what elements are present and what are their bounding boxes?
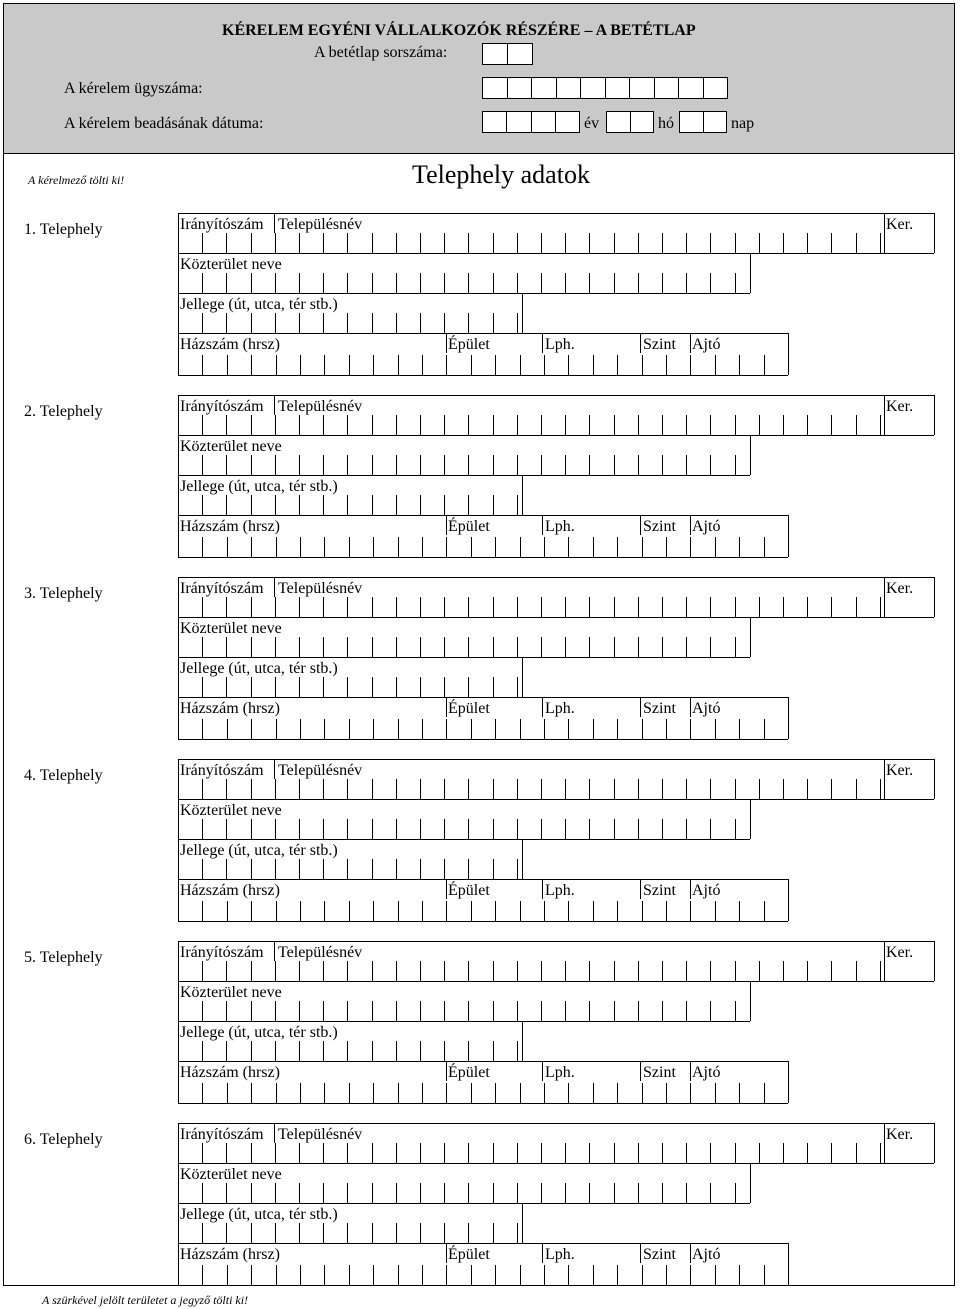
site-5-zip-city-input[interactable] — [178, 961, 884, 981]
site-2-floor-sep — [640, 515, 641, 535]
site-4-door-label: Ajtó — [692, 882, 721, 899]
site-5-type-input[interactable] — [178, 1041, 522, 1061]
site-4-district-label: Ker. — [886, 762, 914, 779]
site-4-label: 4. Telephely — [24, 767, 103, 784]
site-3-zip-city-input[interactable] — [178, 597, 884, 617]
site-2-street-top — [290, 435, 750, 436]
site-6-floor-sep — [640, 1243, 641, 1263]
site-1-staircase-sep — [542, 333, 543, 353]
year-boxes[interactable] — [482, 111, 580, 133]
site-3-door-label: Ajtó — [692, 700, 721, 717]
site-4-zip-label: Irányítószám — [180, 762, 264, 779]
site-1-district-sep — [884, 213, 885, 253]
site-1-floor-label: Szint — [643, 336, 676, 353]
site-1-zip-sep — [274, 213, 275, 233]
site-4-house-right — [788, 879, 789, 921]
year-label: év — [584, 115, 600, 132]
site-2-city-label: Településnév — [278, 398, 363, 415]
site-5-staircase-label: Lph. — [545, 1064, 575, 1081]
site-2-street-right — [750, 435, 751, 475]
site-2-type-right — [522, 475, 523, 515]
site-3-house-top — [290, 697, 788, 698]
site-1-type-label: Jellege (út, utca, tér stb.) — [180, 296, 338, 313]
site-4-house-bottom — [178, 921, 788, 922]
site-6-zip-label: Irányítószám — [180, 1126, 264, 1143]
site-3-street-right — [750, 617, 751, 657]
site-3-zip-label: Irányítószám — [180, 580, 264, 597]
site-6-zip-right — [934, 1123, 935, 1163]
site-2-staircase-sep — [542, 515, 543, 535]
site-4-street-input[interactable] — [178, 819, 750, 839]
site-4-staircase-label: Lph. — [545, 882, 575, 899]
site-1-zip-label: Irányítószám — [180, 216, 264, 233]
site-6-house-label: Házszám (hrsz) — [180, 1246, 280, 1263]
month-label: hó — [658, 115, 674, 132]
sheet-number-boxes[interactable] — [482, 43, 533, 65]
sheet-number-label: A betétlap sorszáma: — [314, 44, 448, 61]
site-4-house-input[interactable] — [178, 901, 788, 921]
site-1-house-top — [290, 333, 788, 334]
site-5-house-top — [290, 1061, 788, 1062]
site-6-house-top — [290, 1243, 788, 1244]
site-2-door-sep — [690, 515, 691, 535]
site-1-floor-sep — [640, 333, 641, 353]
site-1-house-right — [788, 333, 789, 375]
site-6-district-label: Ker. — [886, 1126, 914, 1143]
site-2-house-right — [788, 515, 789, 557]
site-1-street-top — [290, 253, 750, 254]
site-2-type-top — [350, 475, 522, 476]
site-3-building-label: Épület — [448, 700, 490, 717]
site-6-building-sep — [446, 1243, 447, 1263]
site-6-type-right — [522, 1203, 523, 1243]
site-6-staircase-label: Lph. — [545, 1246, 575, 1263]
day-label: nap — [731, 115, 755, 132]
site-1-street-label: Közterület neve — [180, 256, 282, 273]
site-3-house-right — [788, 697, 789, 739]
site-4-street-label: Közterület neve — [180, 802, 282, 819]
site-5-type-right — [522, 1021, 523, 1061]
site-1-building-sep — [446, 333, 447, 353]
site-5-house-right — [788, 1061, 789, 1103]
site-5-label: 5. Telephely — [24, 949, 103, 966]
site-2-house-top — [290, 515, 788, 516]
site-4-zip-city-input[interactable] — [178, 779, 884, 799]
site-1-staircase-label: Lph. — [545, 336, 575, 353]
site-5-city-label: Településnév — [278, 944, 363, 961]
site-4-type-right — [522, 839, 523, 879]
site-2-zip-city-input[interactable] — [178, 415, 884, 435]
site-1-house-label: Házszám (hrsz) — [180, 336, 280, 353]
site-3-building-sep — [446, 697, 447, 717]
site-2-zip-label: Irányítószám — [180, 398, 264, 415]
site-4-street-right — [750, 799, 751, 839]
site-3-type-label: Jellege (út, utca, tér stb.) — [180, 660, 338, 677]
site-2-house-label: Házszám (hrsz) — [180, 518, 280, 535]
section-title: Telephely adatok — [412, 160, 590, 189]
site-4-city-label: Településnév — [278, 762, 363, 779]
site-5-door-sep — [690, 1061, 691, 1081]
site-4-building-label: Épület — [448, 882, 490, 899]
site-5-floor-sep — [640, 1061, 641, 1081]
site-4-type-label: Jellege (út, utca, tér stb.) — [180, 842, 338, 859]
site-5-street-input[interactable] — [178, 1001, 750, 1021]
site-5-district-label: Ker. — [886, 944, 914, 961]
site-1-door-sep — [690, 333, 691, 353]
site-3-staircase-sep — [542, 697, 543, 717]
site-6-building-label: Épület — [448, 1246, 490, 1263]
site-3-district-label: Ker. — [886, 580, 914, 597]
site-6-door-sep — [690, 1243, 691, 1263]
site-5-floor-label: Szint — [643, 1064, 676, 1081]
site-1-type-right — [522, 293, 523, 333]
form-title: KÉRELEM EGYÉNI VÁLLALKOZÓK RÉSZÉRE – A BETÉTLAP — [222, 22, 696, 39]
case-number-boxes[interactable] — [482, 77, 728, 99]
site-3-house-label: Házszám (hrsz) — [180, 700, 280, 717]
site-3-type-top — [350, 657, 522, 658]
site-3-zip-top — [178, 577, 934, 578]
submission-date-label: A kérelem beadásának dátuma: — [64, 115, 264, 132]
site-1-house-bottom — [178, 375, 788, 376]
site-5-street-right — [750, 981, 751, 1021]
site-3-zip-right — [934, 577, 935, 617]
site-5-staircase-sep — [542, 1061, 543, 1081]
site-1-building-label: Épület — [448, 336, 490, 353]
site-6-street-label: Közterület neve — [180, 1166, 282, 1183]
site-1-house-input[interactable] — [178, 355, 788, 375]
site-1-zip-right — [934, 213, 935, 253]
site-2-floor-label: Szint — [643, 518, 676, 535]
site-1-zip-city-input[interactable] — [178, 233, 884, 253]
site-4-zip-top — [178, 759, 934, 760]
site-4-floor-sep — [640, 879, 641, 899]
site-1-city-label: Településnév — [278, 216, 363, 233]
site-5-type-top — [350, 1021, 522, 1022]
site-6-house-input[interactable] — [178, 1265, 788, 1285]
site-4-zip-right — [934, 759, 935, 799]
site-6-street-right — [750, 1163, 751, 1203]
site-3-door-sep — [690, 697, 691, 717]
site-6-zip-sep — [274, 1123, 275, 1143]
clerk-instruction: A szürkével jelölt területet a jegyző tölti ki! — [42, 1293, 249, 1307]
site-4-zip-sep — [274, 759, 275, 779]
site-5-street-label: Közterület neve — [180, 984, 282, 1001]
site-4-house-label: Házszám (hrsz) — [180, 882, 280, 899]
site-6-floor-label: Szint — [643, 1246, 676, 1263]
site-2-type-input[interactable] — [178, 495, 522, 515]
site-1-district-label: Ker. — [886, 216, 914, 233]
site-1-door-label: Ajtó — [692, 336, 721, 353]
site-2-zip-sep — [274, 395, 275, 415]
site-3-street-top — [290, 617, 750, 618]
site-6-house-right — [788, 1243, 789, 1285]
site-6-street-input[interactable] — [178, 1183, 750, 1203]
site-2-street-input[interactable] — [178, 455, 750, 475]
site-2-district-label: Ker. — [886, 398, 914, 415]
site-4-house-top — [290, 879, 788, 880]
site-6-type-input[interactable] — [178, 1223, 522, 1243]
site-1-label: 1. Telephely — [24, 221, 103, 238]
applicant-instruction: A kérelmező tölti ki! — [28, 173, 125, 187]
month-boxes[interactable] — [606, 111, 654, 133]
site-2-building-label: Épület — [448, 518, 490, 535]
site-3-type-right — [522, 657, 523, 697]
site-3-house-input[interactable] — [178, 719, 788, 739]
site-2-zip-right — [934, 395, 935, 435]
site-1-street-input[interactable] — [178, 273, 750, 293]
site-4-type-input[interactable] — [178, 859, 522, 879]
site-3-district-sep — [884, 577, 885, 617]
site-2-house-input[interactable] — [178, 537, 788, 557]
site-6-door-label: Ajtó — [692, 1246, 721, 1263]
site-2-district-sep — [884, 395, 885, 435]
site-2-building-sep — [446, 515, 447, 535]
site-3-staircase-label: Lph. — [545, 700, 575, 717]
site-6-street-top — [290, 1163, 750, 1164]
site-6-staircase-sep — [542, 1243, 543, 1263]
site-2-door-label: Ajtó — [692, 518, 721, 535]
site-6-house-bottom — [178, 1285, 788, 1286]
site-5-house-label: Házszám (hrsz) — [180, 1064, 280, 1081]
case-number-label: A kérelem ügyszáma: — [64, 80, 203, 97]
site-5-zip-sep — [274, 941, 275, 961]
site-2-type-label: Jellege (út, utca, tér stb.) — [180, 478, 338, 495]
site-6-type-label: Jellege (út, utca, tér stb.) — [180, 1206, 338, 1223]
site-5-zip-right — [934, 941, 935, 981]
site-5-type-label: Jellege (út, utca, tér stb.) — [180, 1024, 338, 1041]
site-5-building-label: Épület — [448, 1064, 490, 1081]
site-6-type-top — [350, 1203, 522, 1204]
site-1-type-top — [350, 293, 522, 294]
site-3-floor-sep — [640, 697, 641, 717]
site-2-zip-top — [178, 395, 934, 396]
site-4-type-top — [350, 839, 522, 840]
site-5-street-top — [290, 981, 750, 982]
site-3-city-label: Településnév — [278, 580, 363, 597]
site-5-door-label: Ajtó — [692, 1064, 721, 1081]
site-5-zip-label: Irányítószám — [180, 944, 264, 961]
site-5-house-input[interactable] — [178, 1083, 788, 1103]
site-2-label: 2. Telephely — [24, 403, 103, 420]
site-5-district-sep — [884, 941, 885, 981]
site-2-street-label: Közterület neve — [180, 438, 282, 455]
site-4-staircase-sep — [542, 879, 543, 899]
site-6-label: 6. Telephely — [24, 1131, 103, 1148]
site-5-house-bottom — [178, 1103, 788, 1104]
site-3-house-bottom — [178, 739, 788, 740]
site-2-staircase-label: Lph. — [545, 518, 575, 535]
site-2-house-bottom — [178, 557, 788, 558]
site-6-zip-city-input[interactable] — [178, 1143, 884, 1163]
site-1-street-right — [750, 253, 751, 293]
site-3-type-input[interactable] — [178, 677, 522, 697]
site-3-zip-sep — [274, 577, 275, 597]
site-5-zip-top — [178, 941, 934, 942]
site-3-street-input[interactable] — [178, 637, 750, 657]
site-3-floor-label: Szint — [643, 700, 676, 717]
site-4-building-sep — [446, 879, 447, 899]
day-boxes[interactable] — [679, 111, 727, 133]
site-5-building-sep — [446, 1061, 447, 1081]
site-4-street-top — [290, 799, 750, 800]
site-4-door-sep — [690, 879, 691, 899]
site-3-street-label: Közterület neve — [180, 620, 282, 637]
site-1-zip-top — [178, 213, 934, 214]
site-6-city-label: Településnév — [278, 1126, 363, 1143]
site-6-district-sep — [884, 1123, 885, 1163]
site-4-floor-label: Szint — [643, 882, 676, 899]
site-6-zip-top — [178, 1123, 934, 1124]
site-3-label: 3. Telephely — [24, 585, 103, 602]
site-4-district-sep — [884, 759, 885, 799]
site-1-type-input[interactable] — [178, 313, 522, 333]
